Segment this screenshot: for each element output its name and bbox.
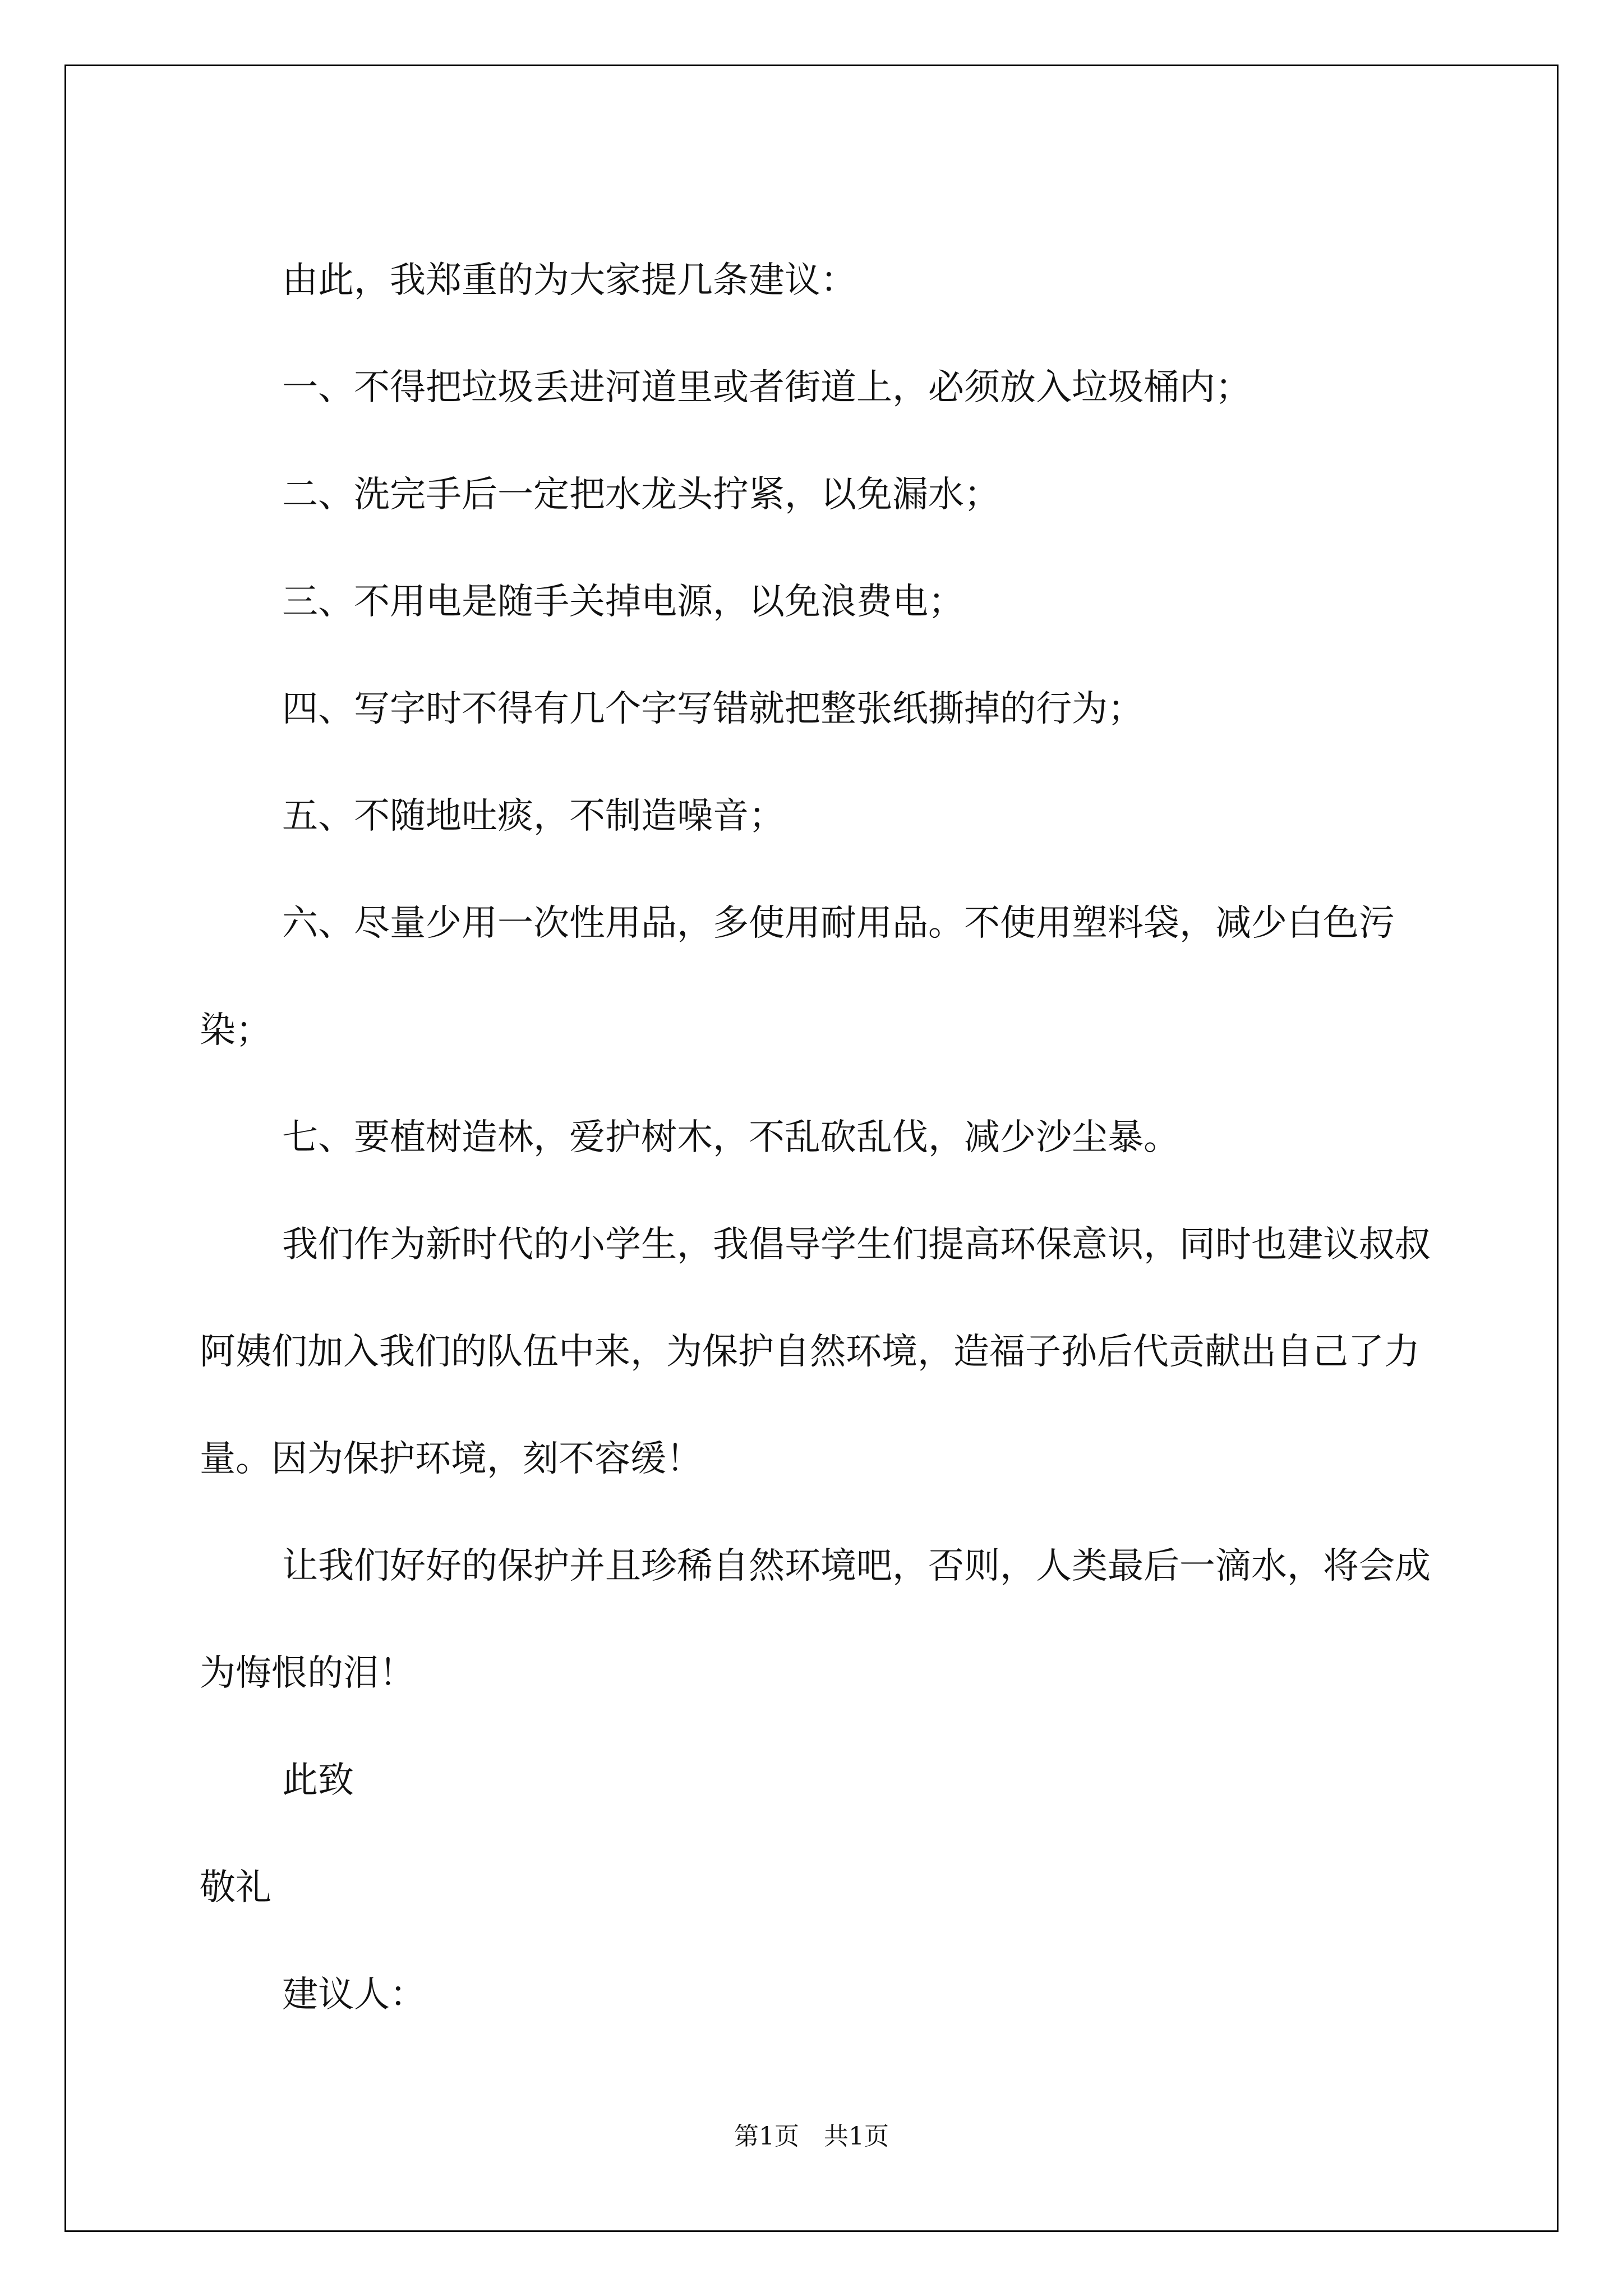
salutation-jingli: 敬礼	[200, 1867, 271, 1908]
suggestion-1: 一、不得把垃圾丢进河道里或者街道上，必须放入垃圾桶内；	[282, 367, 1251, 408]
signature-line: 建议人：	[282, 1974, 426, 2016]
closing-paragraph: 让我们好好的保护并且珍稀自然环境吧，否则，人类最后一滴水，将会成为悔恨的泪！	[200, 1545, 1431, 1694]
suggestion-5: 五、不随地吐痰，不制造噪音；	[282, 795, 785, 837]
suggestion-3: 三、不用电是随手关掉电源，以免浪费电；	[282, 581, 964, 623]
intro-paragraph: 由此，我郑重的为大家提几条建议：	[282, 260, 856, 301]
suggestion-4: 四、写字时不得有几个字写错就把整张纸撕掉的行为；	[282, 688, 1144, 730]
salutation-cizhi: 此致	[282, 1760, 354, 1801]
page-number: 第1页 共1页	[734, 2122, 889, 2151]
suggestion-6: 六、尽量少用一次性用品，多使用耐用品。不使用塑料袋，减少白色污染；	[200, 903, 1395, 1051]
suggestion-7: 七、要植树造林，爱护树木，不乱砍乱伐，减少沙尘暴。	[282, 1117, 1179, 1158]
document-body	[200, 227, 1456, 2049]
suggestion-2: 二、洗完手后一定把水龙头拧紧，以免漏水；	[282, 474, 1000, 516]
call-to-action-paragraph: 我们作为新时代的小学生，我倡导学生们提高环保意识，同时也建议叔叔阿姨们加入我们的队伍中来，为保护自然环境，造福子孙后代贡献出自己了力量。因为保护环境，刻不容缓！	[200, 1224, 1431, 1480]
